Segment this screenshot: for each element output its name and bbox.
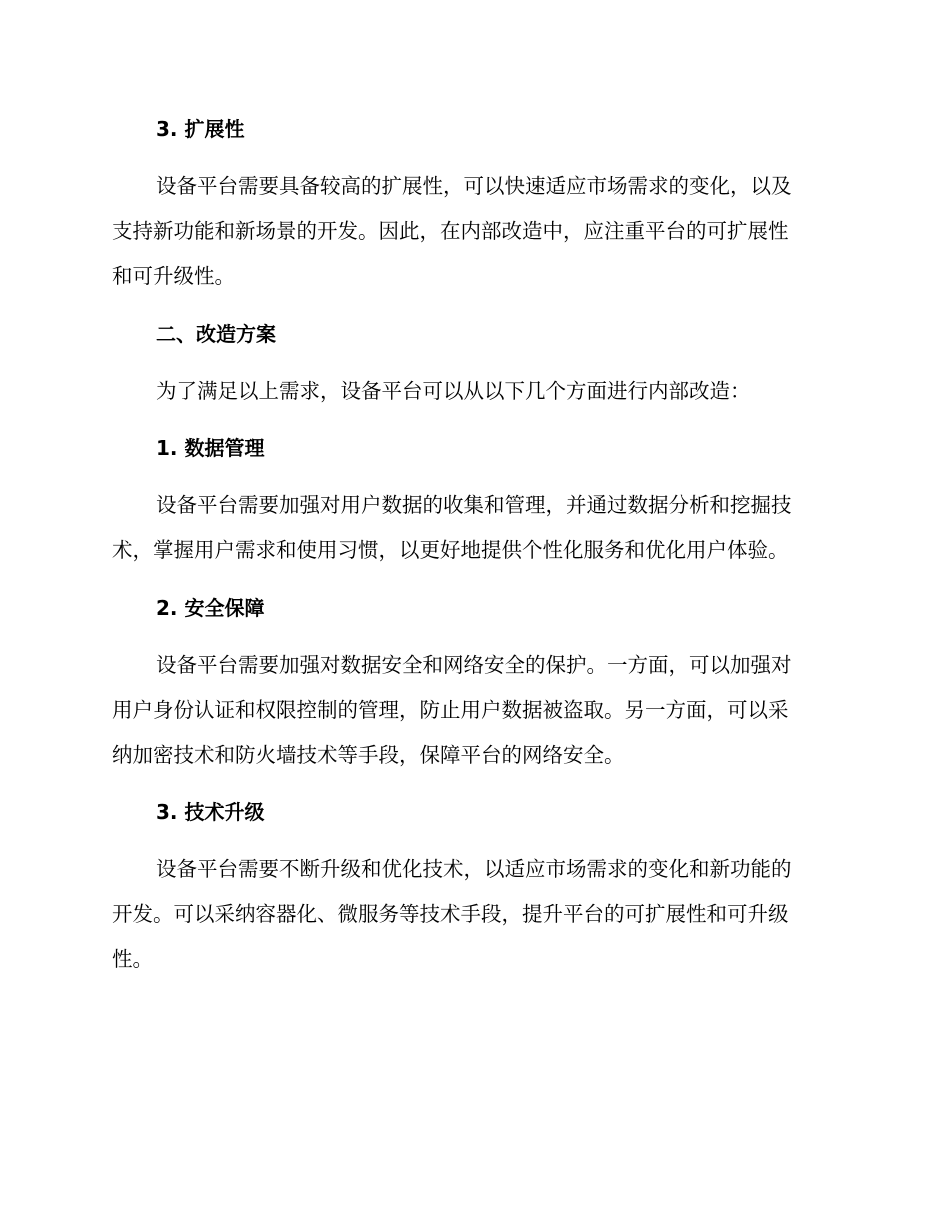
section-heading-renovation-plan: 二、改造方案 bbox=[156, 322, 276, 346]
text-line: 设备平台需要不断升级和优化技术，以适应市场需求的变化和新功能的 bbox=[156, 857, 792, 881]
text-line: 设备平台需要具备较高的扩展性，可以快速适应市场需求的变化，以及 bbox=[156, 174, 792, 198]
text-line: 用户身份认证和权限控制的管理，防止用户数据被盗取。另一方面，可以采 bbox=[112, 698, 789, 722]
paragraph-extensibility bbox=[112, 164, 838, 299]
text-line: 支持新功能和新场景的开发。因此，在内部改造中，应注重平台的可扩展性 bbox=[112, 219, 789, 243]
paragraph-renovation-plan bbox=[112, 369, 838, 414]
section-heading-tech-upgrade: 3. 技术升级 bbox=[156, 800, 265, 824]
text-line: 设备平台需要加强对数据安全和网络安全的保护。一方面，可以加强对 bbox=[156, 653, 792, 677]
text-line: 设备平台需要加强对用户数据的收集和管理，并通过数据分析和挖掘技 bbox=[156, 493, 792, 517]
section-heading-extensibility: 3. 扩展性 bbox=[156, 117, 245, 141]
text-line: 为了满足以上需求，设备平台可以从以下几个方面进行内部改造： bbox=[156, 379, 751, 403]
text-line: 术，掌握用户需求和使用习惯，以更好地提供个性化服务和优化用户体验。 bbox=[112, 538, 789, 562]
text-line: 纳加密技术和防火墙技术等手段，保障平台的网络安全。 bbox=[112, 743, 625, 767]
section-heading-security: 2. 安全保障 bbox=[156, 596, 265, 620]
text-line: 和可升级性。 bbox=[112, 264, 235, 288]
text-line: 性。 bbox=[112, 947, 153, 971]
text-line: 开发。可以采纳容器化、微服务等技术手段，提升平台的可扩展性和可升级 bbox=[112, 902, 789, 926]
section-heading-data-management: 1. 数据管理 bbox=[156, 436, 265, 460]
paragraph-security bbox=[112, 643, 838, 778]
paragraph-tech-upgrade bbox=[112, 847, 838, 982]
paragraph-data-management bbox=[112, 483, 838, 573]
